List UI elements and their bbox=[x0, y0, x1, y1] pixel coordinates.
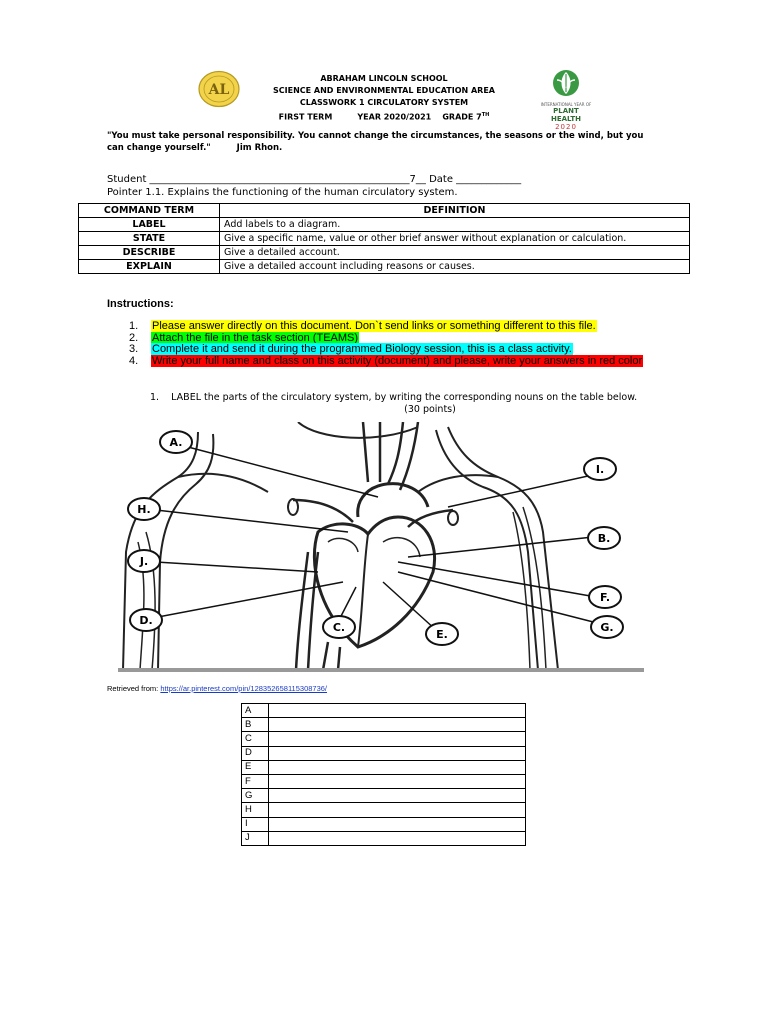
answer-cell[interactable] bbox=[269, 789, 526, 803]
answer-cell[interactable] bbox=[269, 817, 526, 831]
student-line[interactable]: Student ____________________________________________________7__ Date _____________ bbox=[107, 174, 522, 185]
school-name: ABRAHAM LINCOLN SCHOOL bbox=[320, 74, 448, 83]
svg-text:H.: H. bbox=[137, 503, 151, 516]
definition-cell: Add labels to a diagram. bbox=[220, 218, 690, 232]
instructions-list bbox=[129, 321, 689, 367]
diagram-label-h bbox=[128, 498, 160, 520]
table-row bbox=[242, 817, 526, 831]
answer-letter: B bbox=[242, 718, 269, 732]
answer-cell[interactable] bbox=[269, 704, 526, 718]
diagram-label-g bbox=[591, 616, 623, 638]
col-header-definition: DEFINITION bbox=[220, 204, 690, 218]
term-cell: LABEL bbox=[79, 218, 220, 232]
svg-text:G.: G. bbox=[600, 621, 614, 634]
svg-text:I.: I. bbox=[595, 463, 605, 476]
diagram-label-j bbox=[128, 550, 160, 572]
question-number: 1. bbox=[150, 392, 160, 403]
diagram-label-b bbox=[588, 527, 620, 549]
logo-caption-2: PLANT HEALTH bbox=[551, 107, 581, 123]
document-header bbox=[0, 73, 768, 121]
grade-sup: TH bbox=[481, 112, 490, 118]
definition-cell: Give a detailed account including reasons or causes. bbox=[220, 260, 690, 274]
question-points: (30 points) bbox=[404, 404, 456, 415]
term-cell: STATE bbox=[79, 232, 220, 246]
table-row bbox=[79, 260, 690, 274]
answer-letter: I bbox=[242, 817, 269, 831]
diagram-label-a bbox=[160, 431, 192, 453]
answer-letter: E bbox=[242, 760, 269, 774]
quote-author: Jim Rhon. bbox=[236, 143, 283, 153]
answer-letter: C bbox=[242, 732, 269, 746]
answer-letter: A bbox=[242, 704, 269, 718]
item-number: 1. bbox=[129, 320, 139, 332]
answer-cell[interactable] bbox=[269, 803, 526, 817]
classwork-title: CLASSWORK 1 CIRCULATORY SYSTEM bbox=[299, 98, 469, 107]
diagram-label-c bbox=[323, 616, 355, 638]
term-cell: DESCRIBE bbox=[79, 246, 220, 260]
citation-prefix: Retrieved from: bbox=[107, 684, 161, 693]
logo-caption-1: INTERNATIONAL YEAR OF bbox=[540, 102, 592, 107]
answer-cell[interactable] bbox=[269, 774, 526, 788]
term-text: FIRST TERM YEAR 2020/2021 GRADE 7 bbox=[278, 112, 482, 122]
table-row bbox=[242, 760, 526, 774]
diagram-label-e bbox=[426, 623, 458, 645]
answer-letter: H bbox=[242, 803, 269, 817]
item-number: 2. bbox=[129, 331, 139, 344]
table-row bbox=[242, 831, 526, 845]
answer-cell[interactable] bbox=[269, 746, 526, 760]
term-cell: EXPLAIN bbox=[79, 260, 220, 274]
answer-cell[interactable] bbox=[269, 718, 526, 732]
question-text: LABEL the parts of the circulatory system, by writing the corresponding nouns on the table below. bbox=[171, 392, 638, 403]
logo-caption-3: 2020 bbox=[555, 123, 577, 131]
school-logo-letters: AL bbox=[208, 82, 230, 98]
item-text: Please answer directly on this document. Don`t send links or something different to this file. bbox=[152, 320, 596, 332]
term-line bbox=[0, 109, 768, 121]
table-row bbox=[242, 803, 526, 817]
svg-text:F.: F. bbox=[599, 591, 611, 604]
svg-text:D.: D. bbox=[139, 614, 153, 627]
answer-letter: G bbox=[242, 789, 269, 803]
diagram-label-i bbox=[584, 458, 616, 480]
source-citation bbox=[107, 684, 327, 693]
svg-text:B.: B. bbox=[597, 532, 611, 545]
answer-letter: F bbox=[242, 774, 269, 788]
pointer-text: Pointer 1.1. Explains the functioning of the human circulatory system. bbox=[107, 187, 458, 198]
answer-cell[interactable] bbox=[269, 732, 526, 746]
table-row bbox=[242, 718, 526, 732]
item-number: 4. bbox=[129, 354, 139, 367]
command-term-table bbox=[78, 203, 690, 274]
quote-text: "You must take personal responsibility. You cannot change the circumstances, the seasons or the wind, but you can change yourself." bbox=[107, 131, 644, 153]
quote bbox=[107, 130, 647, 154]
diagram-label-f bbox=[589, 586, 621, 608]
diagram-label-d bbox=[130, 609, 162, 631]
list-item bbox=[129, 356, 689, 368]
instructions-title: Instructions: bbox=[107, 298, 174, 310]
answer-table bbox=[241, 703, 526, 846]
svg-text:A.: A. bbox=[169, 436, 183, 449]
table-row bbox=[242, 746, 526, 760]
area-name: SCIENCE AND ENVIRONMENTAL EDUCATION AREA bbox=[273, 86, 495, 95]
table-row bbox=[242, 704, 526, 718]
item-text: Write your full name and class on this activity (document) and please, write your answers in red color bbox=[152, 354, 643, 367]
svg-text:J.: J. bbox=[139, 555, 149, 568]
col-header-term: COMMAND TERM bbox=[79, 204, 220, 218]
question-1 bbox=[150, 392, 670, 416]
table-row bbox=[79, 218, 690, 232]
answer-letter: J bbox=[242, 831, 269, 845]
table-row bbox=[242, 789, 526, 803]
svg-text:E.: E. bbox=[436, 628, 448, 641]
answer-cell[interactable] bbox=[269, 760, 526, 774]
svg-text:C.: C. bbox=[332, 621, 346, 634]
source-link[interactable]: https://ar.pinterest.com/pin/128352658115308736/ bbox=[160, 684, 328, 693]
item-text: Attach the file in the task section (TEAMS) bbox=[152, 331, 359, 344]
table-row bbox=[242, 774, 526, 788]
item-text: Complete it and send it during the programmed Biology session, this is a class activity. bbox=[152, 343, 572, 355]
definition-cell: Give a detailed account. bbox=[220, 246, 690, 260]
answer-cell[interactable] bbox=[269, 831, 526, 845]
item-number: 3. bbox=[129, 343, 139, 355]
definition-cell: Give a specific name, value or other brief answer without explanation or calculation. bbox=[220, 232, 690, 246]
circulatory-system-diagram bbox=[118, 422, 644, 672]
list-item bbox=[129, 321, 689, 333]
table-row bbox=[79, 232, 690, 246]
table-row bbox=[242, 732, 526, 746]
answer-letter: D bbox=[242, 746, 269, 760]
table-row bbox=[79, 246, 690, 260]
list-item bbox=[129, 344, 689, 356]
